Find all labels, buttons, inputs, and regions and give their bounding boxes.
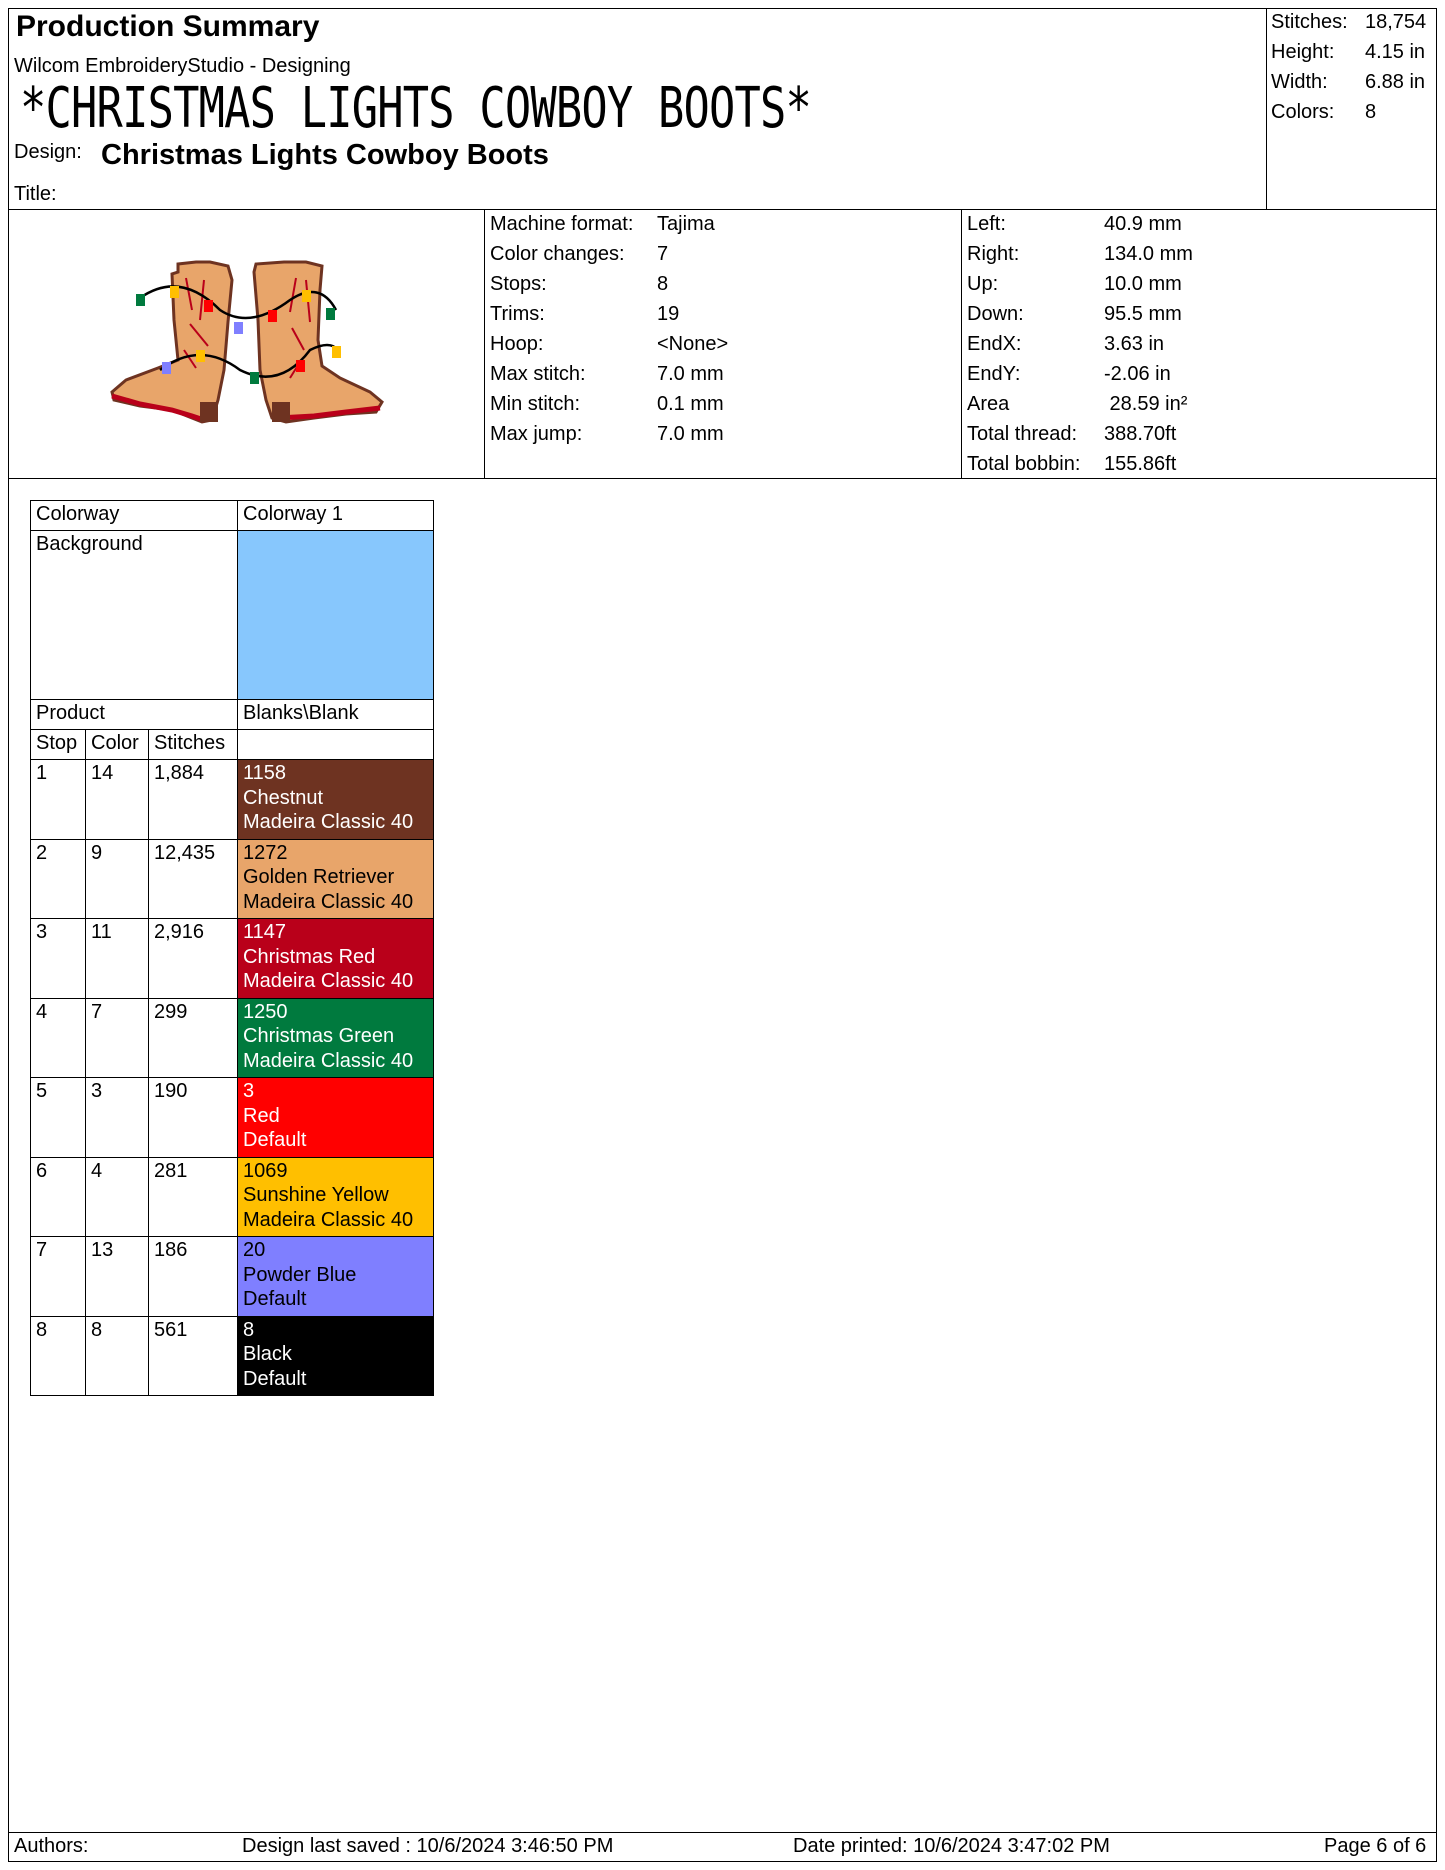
footer-page-number: Page 6 of 6 (1324, 1835, 1427, 1857)
color-number: 3 (86, 1078, 149, 1158)
color-number: 9 (86, 839, 149, 919)
stop-number: 4 (31, 998, 86, 1078)
dimension-row: Left: 40.9 mm (967, 213, 1182, 235)
stop-number: 7 (31, 1237, 86, 1317)
color-stop-row (31, 998, 434, 1078)
stop-number: 8 (31, 1316, 86, 1396)
stitch-count: 190 (149, 1078, 238, 1158)
thread-code: 1069 (243, 1159, 288, 1182)
thread-name: Powder Blue (243, 1263, 357, 1286)
thread-brand: Madeira Classic 40 (243, 811, 414, 833)
thread-code: 1272 (243, 841, 288, 864)
thread-swatch (238, 839, 434, 919)
design-label: Design: (14, 141, 82, 163)
stop-number: 2 (31, 839, 86, 919)
stitch-count: 561 (149, 1316, 238, 1396)
thread-name: Sunshine Yellow (243, 1184, 389, 1206)
machine-row: Color changes: 7 (490, 243, 669, 265)
stitch-count: 12,435 (149, 839, 238, 919)
title-label: Title: (14, 183, 57, 205)
summary-divider (1266, 8, 1267, 209)
stop-header: Stop (31, 730, 86, 760)
machine-row: Stops: 8 (490, 273, 669, 295)
dimension-row: Down: 95.5 mm (967, 303, 1182, 325)
color-stop-row (31, 839, 434, 919)
color-header-empty (238, 730, 434, 760)
machine-row: Trims: 19 (490, 303, 680, 325)
stop-number: 3 (31, 919, 86, 999)
colorway-header-row (31, 501, 434, 531)
thread-brand: Madeira Classic 40 (243, 970, 414, 992)
thread-brand: Madeira Classic 40 (243, 1208, 414, 1231)
thread-swatch (238, 1078, 434, 1158)
dimension-row: Total bobbin: 155.86ft (967, 453, 1177, 475)
thread-code: 3 (243, 1080, 255, 1102)
color-stop-row (31, 919, 434, 999)
dimension-row: EndY: -2.06 in (967, 363, 1171, 385)
stitch-count: 186 (149, 1237, 238, 1317)
stop-number: 1 (31, 760, 86, 840)
footer-date-printed: Date printed: 10/6/2024 3:47:02 PM (793, 1835, 1110, 1857)
thread-name: Christmas Green (243, 1025, 395, 1047)
thread-code: 1250 (243, 1000, 288, 1023)
thread-name: Red (243, 1104, 280, 1127)
software-name: Wilcom EmbroideryStudio - Designing (14, 55, 351, 77)
dimension-row: EndX: 3.63 in (967, 333, 1165, 355)
color-stop-row (31, 1078, 434, 1158)
stitch-count: 2,916 (149, 919, 238, 999)
design-preview-image (100, 250, 400, 440)
color-stop-row (31, 1157, 434, 1237)
color-number: 14 (86, 760, 149, 840)
color-header: Color (86, 730, 149, 760)
design-big-title: *CHRISTMAS LIGHTS COWBOY BOOTS* (20, 76, 812, 141)
machine-row: Hoop: <None> (490, 333, 729, 355)
product-row (31, 700, 434, 730)
preview-divider (484, 209, 485, 478)
stop-number: 6 (31, 1157, 86, 1237)
machine-divider (961, 209, 962, 478)
color-number: 7 (86, 998, 149, 1078)
thread-code: 1147 (243, 921, 287, 943)
colorway-table (30, 500, 434, 1396)
thread-brand: Default (243, 1367, 307, 1390)
dimension-row: Right: 134.0 mm (967, 243, 1193, 265)
dimension-row: Area 28.59 in² (967, 393, 1188, 415)
info-divider (8, 478, 1437, 479)
color-stop-row (31, 1316, 434, 1396)
summary-row: Width: 6.88 in (1271, 71, 1426, 93)
colorway-label: Colorway (31, 501, 238, 531)
machine-row: Min stitch: 0.1 mm (490, 393, 724, 415)
dimension-row: Total thread: 388.70ft (967, 423, 1177, 445)
thread-swatch (238, 1237, 434, 1317)
thread-name: Chestnut (243, 786, 324, 809)
color-number: 13 (86, 1237, 149, 1317)
background-label: Background (31, 531, 238, 700)
thread-name: Golden Retriever (243, 866, 395, 888)
footer-divider (8, 1832, 1437, 1833)
thread-swatch (238, 919, 434, 999)
product-label: Product (31, 700, 238, 730)
column-header-row (31, 730, 434, 760)
thread-code: 20 (243, 1239, 266, 1261)
machine-row: Max jump: 7.0 mm (490, 423, 724, 445)
thread-brand: Madeira Classic 40 (243, 1049, 414, 1072)
thread-swatch (238, 760, 434, 840)
thread-code: 1158 (243, 762, 287, 784)
thread-swatch (238, 1316, 434, 1396)
color-stop-row (31, 1237, 434, 1317)
dimension-row: Up: 10.0 mm (967, 273, 1182, 295)
background-swatch (238, 531, 434, 700)
thread-swatch (238, 998, 434, 1078)
stop-number: 5 (31, 1078, 86, 1158)
footer-last-saved: Design last saved : 10/6/2024 3:46:50 PM (242, 1835, 614, 1857)
footer-authors: Authors: (14, 1835, 89, 1857)
header-divider (8, 209, 1437, 210)
colorway-name: Colorway 1 (238, 501, 434, 531)
summary-row: Stitches: 18,754 (1271, 11, 1427, 33)
summary-row: Colors: 8 (1271, 101, 1377, 123)
stitch-count: 281 (149, 1157, 238, 1237)
color-number: 8 (86, 1316, 149, 1396)
color-number: 4 (86, 1157, 149, 1237)
thread-brand: Madeira Classic 40 (243, 890, 414, 913)
machine-row: Machine format: Tajima (490, 213, 715, 235)
summary-row: Height: 4.15 in (1271, 41, 1426, 63)
background-row (31, 531, 434, 700)
thread-name: Black (243, 1343, 292, 1365)
thread-name: Christmas Red (243, 945, 376, 968)
thread-brand: Default (243, 1288, 307, 1310)
thread-code: 8 (243, 1318, 255, 1341)
color-stop-row (31, 760, 434, 840)
thread-swatch (238, 1157, 434, 1237)
machine-row: Max stitch: 7.0 mm (490, 363, 724, 385)
thread-brand: Default (243, 1129, 307, 1151)
stitch-count: 1,884 (149, 760, 238, 840)
product-value: Blanks\Blank (238, 700, 434, 730)
report-title: Production Summary (16, 10, 320, 43)
stitch-count: 299 (149, 998, 238, 1078)
stitches-header: Stitches (149, 730, 238, 760)
design-name: Christmas Lights Cowboy Boots (101, 139, 549, 171)
color-number: 11 (86, 919, 149, 999)
